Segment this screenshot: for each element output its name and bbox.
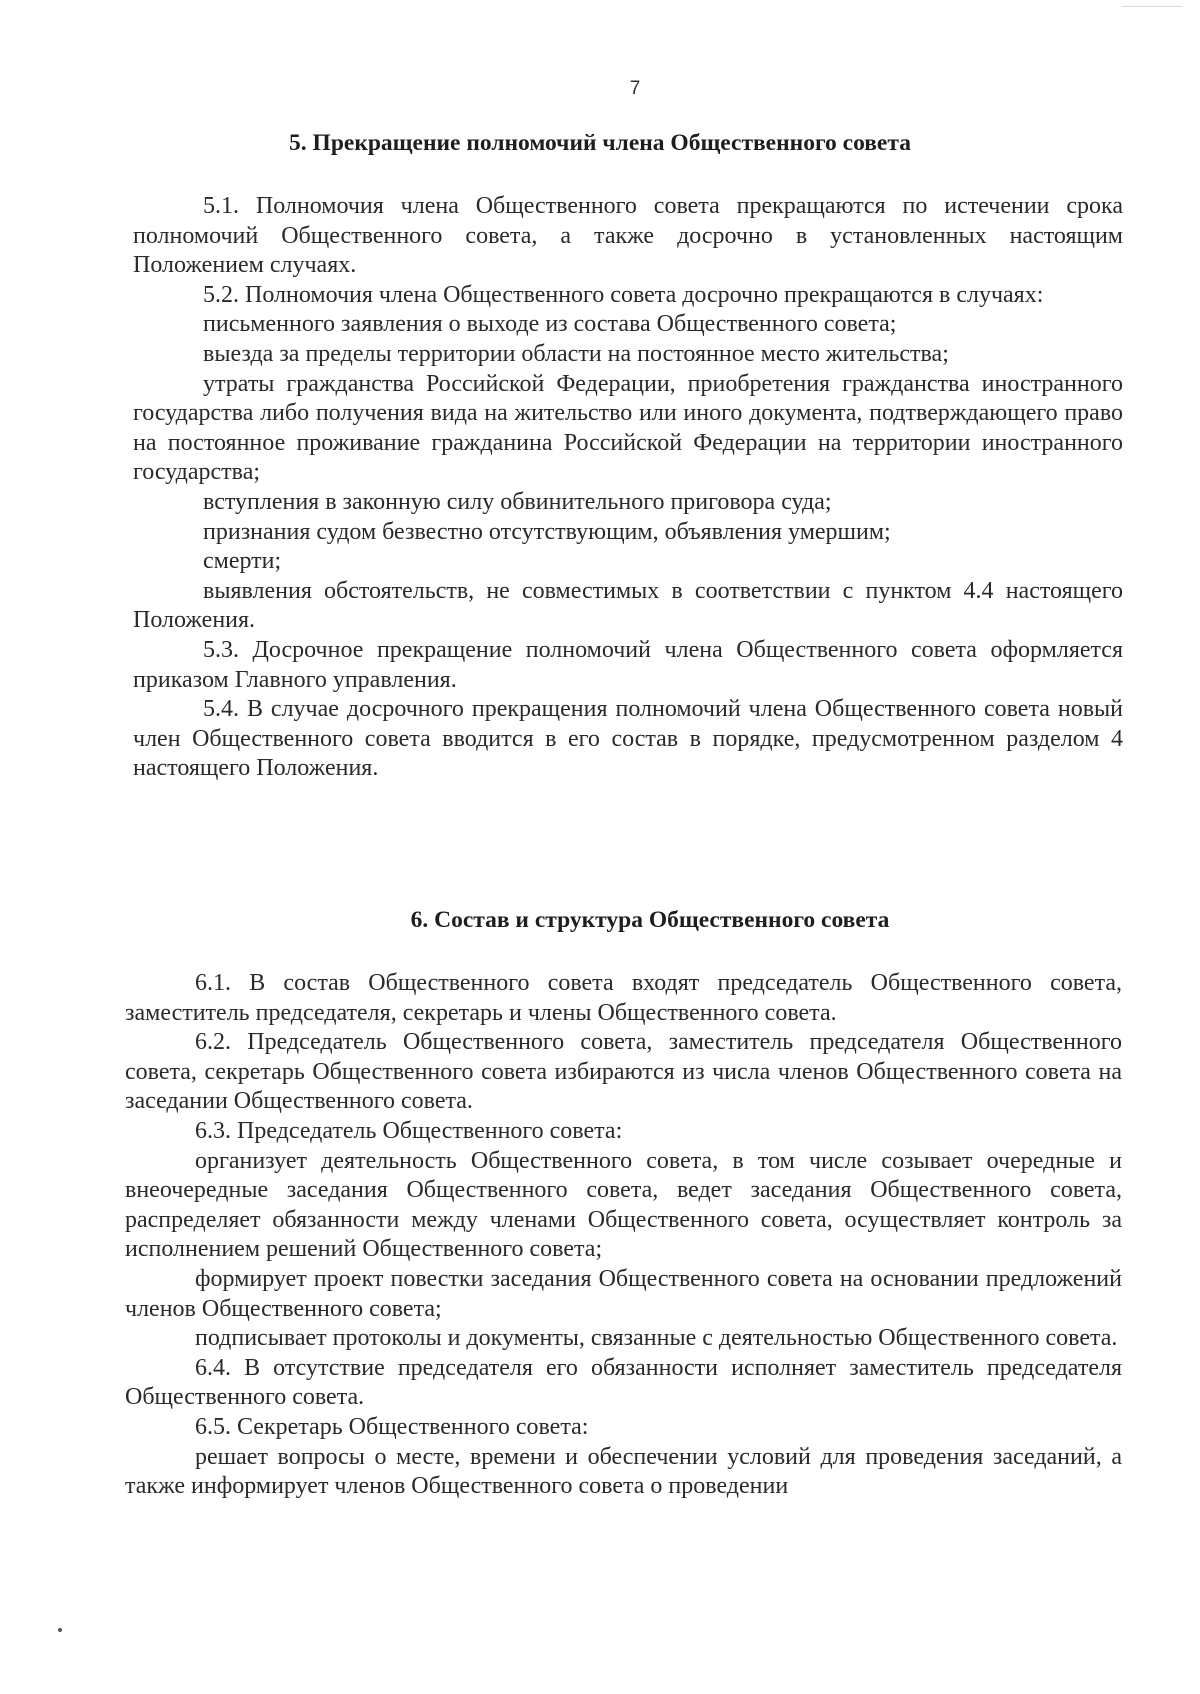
list-item: признания судом безвестно отсутствующим, объявления умершим; (203, 518, 891, 545)
paragraph-5-3: 5.3. Досрочное прекращение полномочий члена Общественного совета оформляется приказом Главного управления. (133, 636, 1123, 693)
scan-edge-mark (1122, 0, 1182, 7)
paragraph-6-5: 6.5. Секретарь Общественного совета: (195, 1413, 589, 1440)
list-item: формирует проект повестки заседания Общественного совета на основании предложений членов Общественного совета; (125, 1265, 1122, 1322)
paragraph-6-4: 6.4. В отсутствие председателя его обязанности исполняет заместитель председателя Общественного совета. (125, 1354, 1122, 1411)
paragraph-6-3: 6.3. Председатель Общественного совета: (195, 1117, 623, 1144)
section-6-title: 6. Состав и структура Общественного совета (410, 907, 890, 933)
section-6-body (125, 969, 1122, 1502)
list-item: смерти; (203, 548, 282, 575)
list-item: выявления обстоятельств, не совместимых в соответствии с пунктом 4.4 настоящего Положения. (133, 577, 1123, 634)
scan-dot (58, 1628, 62, 1632)
list-item: подписывает протоколы и документы, связанные с деятельностью Общественного совета. (195, 1325, 1118, 1352)
list-item: организует деятельность Общественного совета, в том числе созывает очередные и внеочередные заседания Общественного совета, ведет заседания Общественного совета, распределяет обязанности между членами Общественного совета, осуществляет контроль за исполнением решений Общественного совета; (125, 1147, 1122, 1263)
page-number: 7 (629, 78, 641, 99)
list-item: выезда за пределы территории области на постоянное место жительства; (203, 340, 949, 367)
section-5-title: 5. Прекращение полномочий члена Общественного совета (289, 130, 911, 156)
list-item: решает вопросы о месте, времени и обеспечении условий для проведения заседаний, а также информирует членов Общественного совета о проведении (125, 1443, 1122, 1500)
paragraph-5-1: 5.1. Полномочия члена Общественного совета прекращаются по истечении срока полномочий Общественного совета, а также досрочно в установленных настоящим Положением случаях. (133, 193, 1123, 279)
list-item: вступления в законную силу обвинительного приговора суда; (203, 488, 832, 515)
list-item: письменного заявления о выходе из состава Общественного совета; (203, 311, 897, 338)
section-6 (0, 905, 1200, 1502)
section-5 (0, 128, 1200, 784)
paragraph-5-4: 5.4. В случае досрочного прекращения полномочий члена Общественного совета новый член Общественного совета вводится в его состав в порядке, предусмотренном разделом 4 настоящего Положения. (133, 696, 1123, 782)
paragraph-6-1: 6.1. В состав Общественного совета входят председатель Общественного совета, заместитель председателя, секретарь и члены Общественного совета. (125, 970, 1122, 1026)
paragraph-5-2: 5.2. Полномочия члена Общественного совета досрочно прекращаются в случаях: (203, 281, 1044, 308)
section-5-body (133, 192, 1123, 784)
list-item: утраты гражданства Российской Федерации, приобретения гражданства иностранного государства либо получения вида на жительство или иного документа, подтверждающего право на постоянное проживание гражданина Российской Федерации на территории иностранного государства; (133, 370, 1123, 486)
paragraph-6-2: 6.2. Председатель Общественного совета, заместитель председателя Общественного совета, секретарь Общественного совета избираются из числа членов Общественного совета на заседании Общественного совета. (125, 1029, 1122, 1115)
